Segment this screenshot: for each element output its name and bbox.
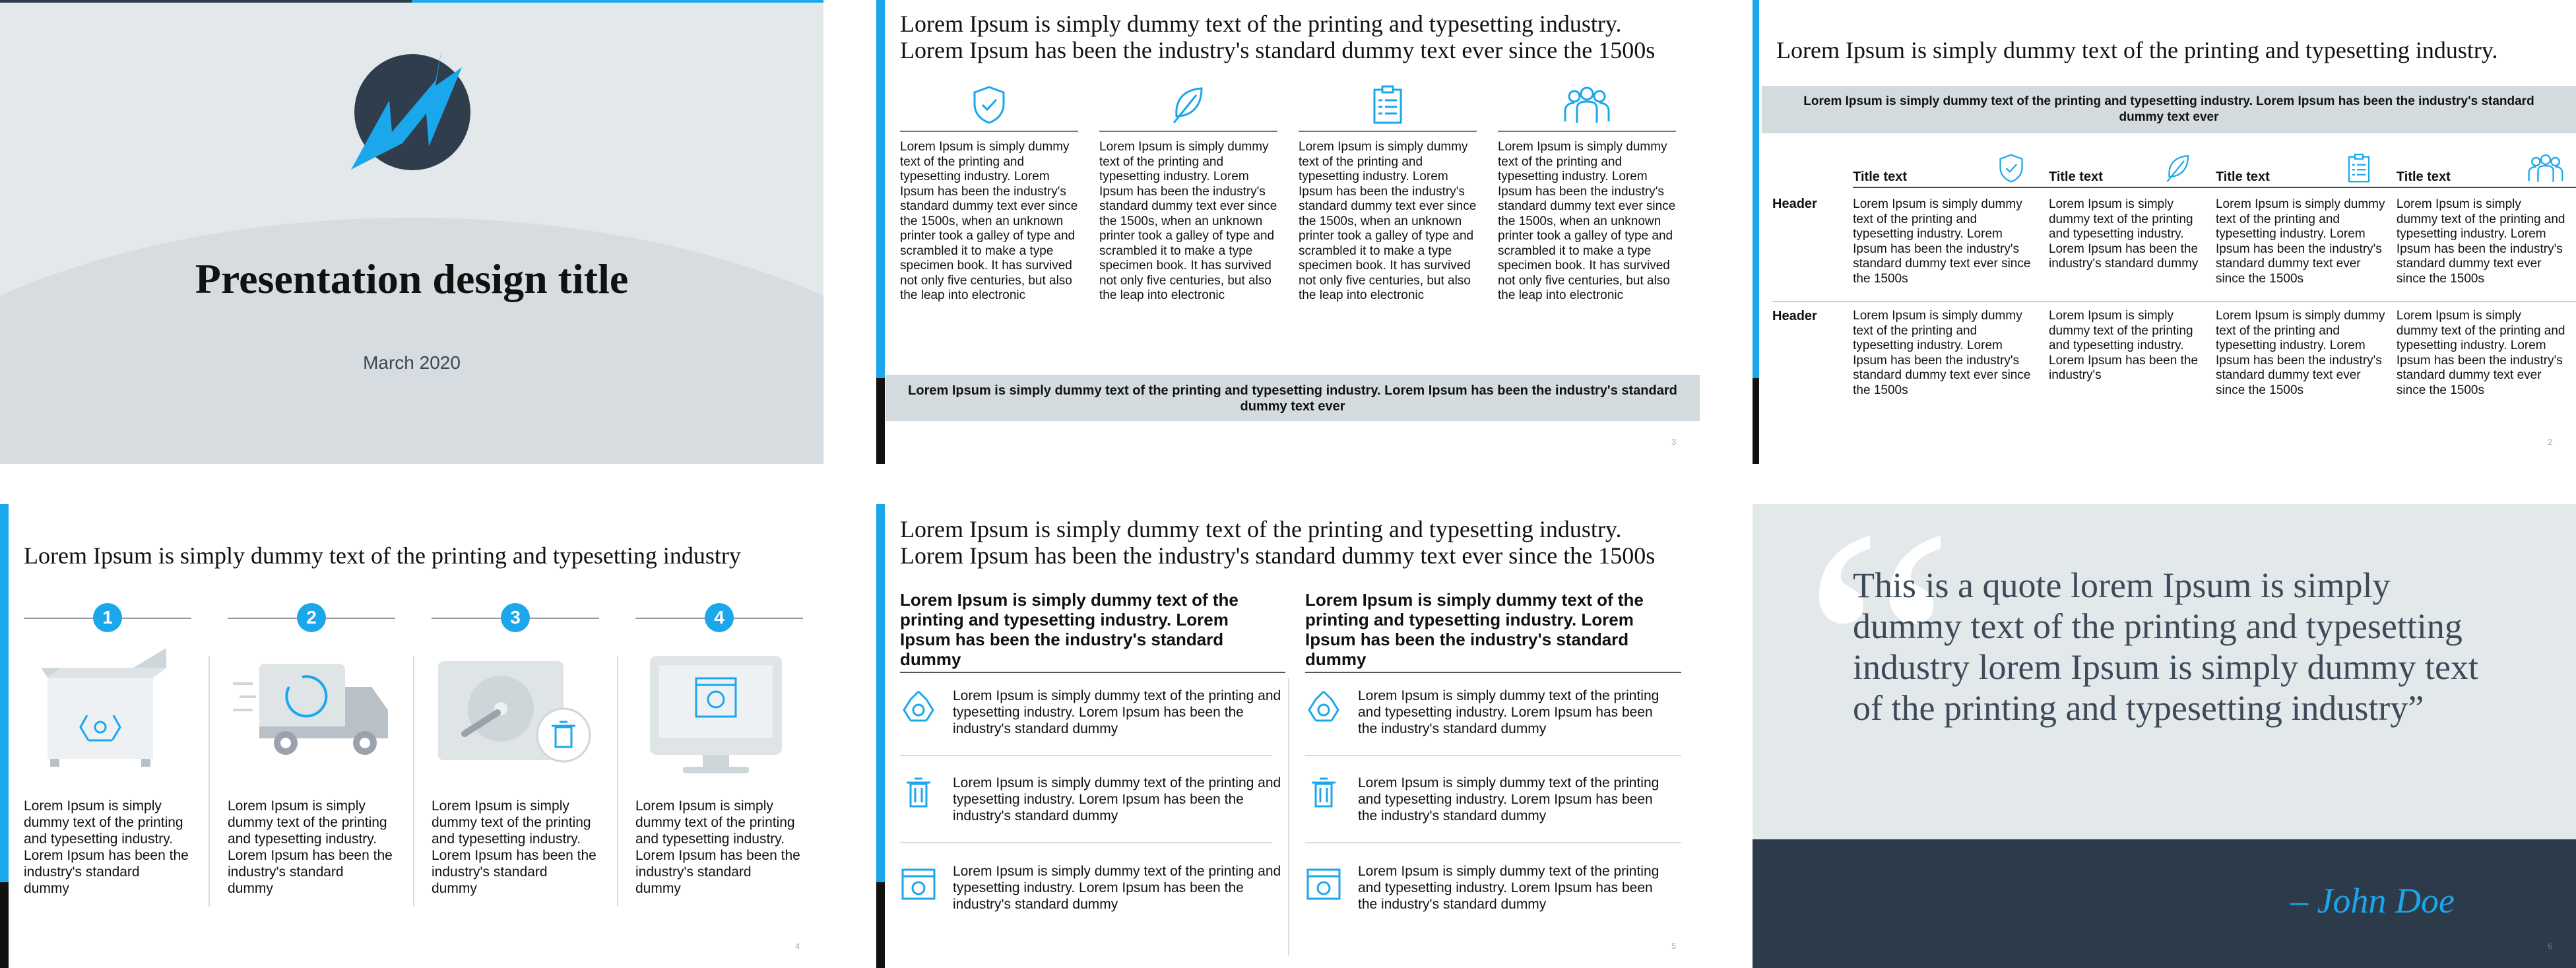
slide-quote[interactable] — [1753, 504, 2576, 968]
lightning-logo-icon — [337, 48, 488, 173]
clipboard-icon — [1369, 84, 1406, 125]
recycle-box-illustration — [34, 648, 173, 773]
column-title: Title text — [1853, 169, 1908, 184]
slide-title[interactable] — [0, 0, 823, 464]
column-text: Lorem Ipsum is simply dummy text of the printing and typesetting industry. Lorem Ipsum has been the industry's standard dummy text ever since the 1500s, when an unknown printer took a galley of type and scrambled it to make a type specimen book. It has survived not only five centuries, but also the leap into electronic — [900, 140, 1078, 302]
column-title: Title text — [2048, 169, 2103, 184]
settings-window-icon — [1305, 863, 1342, 905]
trash-icon — [905, 775, 932, 817]
list-item — [1305, 863, 1688, 924]
column-title: Title text — [2396, 169, 2451, 184]
list-item-text: Lorem Ipsum is simply dummy text of the printing and typesetting industry. Lorem Ipsum has been the industry's standard dummy — [1358, 775, 1659, 823]
row-header: Header — [1772, 309, 1817, 323]
left-accent-bar — [1753, 0, 1759, 464]
slide-table[interactable] — [1753, 0, 2576, 464]
list-item-text: Lorem Ipsum is simply dummy text of the printing and typesetting industry. Lorem Ipsum has been the industry's standard dummy — [1358, 688, 1659, 736]
step-number: 3 — [501, 603, 530, 632]
list-item — [900, 688, 1283, 748]
column — [1099, 84, 1277, 304]
slide-heading: Lorem Ipsum is simply dummy text of the printing and typesetting industry. Lorem Ipsum has been the industry's standard dummy text ever since the 1500s — [900, 516, 1656, 569]
table-cell: Lorem Ipsum is simply dummy text of the printing and typesetting industry. Lorem Ipsum has been the industry's standard dummy text ever since the 1500s — [1853, 187, 2049, 302]
step-number: 4 — [705, 603, 734, 632]
table-cell: Lorem Ipsum is simply dummy text of the printing and typesetting industry. Lorem Ipsum has been the industry's standard dummy text ever since the 1500s — [2215, 309, 2385, 397]
table-cell: Lorem Ipsum is simply dummy text of the printing and typesetting industry. Lorem Ipsum has been the industry's standard dummy — [2049, 187, 2216, 302]
column — [900, 84, 1078, 304]
top-accent-blue — [412, 0, 823, 3]
delivery-truck-illustration — [233, 657, 391, 763]
left-accent-bar — [876, 504, 885, 968]
recycle-icon — [1305, 688, 1342, 730]
slide-two-columns[interactable] — [876, 504, 1700, 968]
table-cell: Lorem Ipsum is simply dummy text of the printing and typesetting industry. Lorem Ipsum has been the industry's — [2048, 309, 2199, 382]
table-row — [1772, 302, 2576, 398]
presentation-title: Presentation design title — [195, 255, 629, 302]
page-number: 3 — [1671, 437, 1676, 447]
table-row — [1772, 187, 2576, 302]
leaf-icon — [1170, 84, 1207, 125]
settings-window-icon — [900, 863, 937, 905]
column-title: Title text — [2215, 169, 2270, 184]
recycle-icon — [900, 688, 937, 730]
step-text: Lorem Ipsum is simply dummy text of the printing and typesetting industry. Lorem Ipsum has been the industry's standard dummy — [228, 798, 393, 896]
step-number: 2 — [297, 603, 326, 632]
slide-heading: Lorem Ipsum is simply dummy text of the printing and typesetting industry. — [1776, 37, 2498, 63]
list-item — [900, 863, 1283, 924]
column-heading: Lorem Ipsum is simply dummy text of the printing and typesetting industry. Lorem Ipsum has been the industry's standard dummy — [1305, 590, 1644, 669]
column-text: Lorem Ipsum is simply dummy text of the printing and typesetting industry. Lorem Ipsum has been the industry's standard dummy text ever since the 1500s, when an unknown printer took a galley of type and scrambled it to make a type specimen book. It has survived not only five centuries, but also the leap into electronic — [1498, 140, 1676, 302]
column-text: Lorem Ipsum is simply dummy text of the printing and typesetting industry. Lorem Ipsum has been the industry's standard dummy text ever since the 1500s, when an unknown printer took a galley of type and scrambled it to make a type specimen book. It has survived not only five centuries, but also the leap into electronic — [1099, 140, 1277, 302]
table-cell: Lorem Ipsum is simply dummy text of the printing and typesetting industry. Lorem Ipsum has been the industry's standard dummy text ever since the 1500s — [2216, 187, 2397, 302]
list-item — [1305, 688, 1688, 748]
monitor-settings-illustration — [650, 656, 789, 781]
left-accent-bar — [0, 504, 9, 968]
quote-mark: “ — [1803, 504, 1955, 839]
header-bar: Lorem Ipsum is simply dummy text of the printing and typesetting industry. Lorem Ipsum has been the industry's standard dummy text ever — [1762, 86, 2576, 133]
table-cell: Lorem Ipsum is simply dummy text of the printing and typesetting industry. Lorem Ipsum has been the industry's standard dummy text ever since the 1500s — [2396, 309, 2565, 397]
step-number: 1 — [93, 603, 122, 632]
step-text: Lorem Ipsum is simply dummy text of the printing and typesetting industry. Lorem Ipsum has been the industry's standard dummy — [635, 798, 800, 896]
page-number: 2 — [2548, 437, 2552, 447]
slide-four-columns[interactable] — [876, 0, 1700, 464]
leaf-icon — [2164, 152, 2192, 184]
step-text: Lorem Ipsum is simply dummy text of the printing and typesetting industry. Lorem Ipsum has been the industry's standard dummy — [24, 798, 189, 896]
presentation-date: March 2020 — [363, 352, 461, 373]
shield-check-icon — [971, 84, 1008, 125]
footer-bar: Lorem Ipsum is simply dummy text of the printing and typesetting industry. Lorem Ipsum has been the industry's standard dummy text ever — [886, 375, 1700, 421]
list-item-text: Lorem Ipsum is simply dummy text of the printing and typesetting industry. Lorem Ipsum has been the industry's standard dummy — [953, 864, 1281, 912]
list-item-text: Lorem Ipsum is simply dummy text of the printing and typesetting industry. Lorem Ipsum has been the industry's standard dummy — [953, 775, 1281, 823]
team-icon — [1561, 84, 1613, 125]
table-cell: Lorem Ipsum is simply dummy text of the printing and typesetting industry. Lorem Ipsum has been the industry's standard dummy text ever since the 1500s — [1853, 309, 2031, 397]
slide-heading: Lorem Ipsum is simply dummy text of the printing and typesetting industry. Lorem Ipsum has been the industry's standard dummy text ever since the 1500s — [900, 11, 1656, 63]
data-table — [1772, 140, 2576, 398]
quote-text: This is a quote lorem Ipsum is simply dummy text of the printing and typesetting industry lorem Ipsum is simply dummy text of the printing and typesetting industry” — [1853, 565, 2478, 728]
table-cell: Lorem Ipsum is simply dummy text of the printing and typesetting industry. Lorem Ipsum has been the industry's standard dummy text ever since the 1500s — [2397, 187, 2576, 302]
top-accent-dark — [0, 0, 412, 3]
divider — [1288, 678, 1289, 955]
quote-author: – John Doe — [2290, 881, 2455, 920]
left-accent-bar — [876, 0, 885, 464]
page-number: 4 — [795, 942, 800, 951]
shield-check-icon — [1997, 152, 2025, 184]
page-number: 6 — [2548, 942, 2552, 951]
hard-drive-trash-illustration — [438, 661, 596, 767]
divider — [413, 656, 414, 907]
slide-heading: Lorem Ipsum is simply dummy text of the printing and typesetting industry — [24, 542, 741, 569]
divider — [617, 656, 618, 907]
row-header: Header — [1772, 187, 1853, 302]
list-item — [900, 775, 1283, 835]
clipboard-icon — [2345, 152, 2373, 184]
team-icon — [2526, 152, 2565, 184]
column-text: Lorem Ipsum is simply dummy text of the printing and typesetting industry. Lorem Ipsum has been the industry's standard dummy text ever since the 1500s, when an unknown printer took a galley of type and scrambled it to make a type specimen book. It has survived not only five centuries, but also the leap into electronic — [1299, 140, 1477, 302]
divider — [209, 656, 210, 907]
step-text: Lorem Ipsum is simply dummy text of the printing and typesetting industry. Lorem Ipsum has been the industry's standard dummy — [432, 798, 596, 896]
slide-process-steps[interactable] — [0, 504, 823, 968]
page-number: 5 — [1671, 942, 1676, 951]
column — [1498, 84, 1676, 304]
list-item-text: Lorem Ipsum is simply dummy text of the printing and typesetting industry. Lorem Ipsum has been the industry's standard dummy — [1358, 864, 1659, 912]
list-item — [1305, 775, 1688, 835]
column-heading: Lorem Ipsum is simply dummy text of the printing and typesetting industry. Lorem Ipsum has been the industry's standard dummy — [900, 590, 1239, 669]
list-item-text: Lorem Ipsum is simply dummy text of the printing and typesetting industry. Lorem Ipsum has been the industry's standard dummy — [953, 688, 1281, 736]
trash-icon — [1310, 775, 1337, 817]
column — [1299, 84, 1477, 304]
